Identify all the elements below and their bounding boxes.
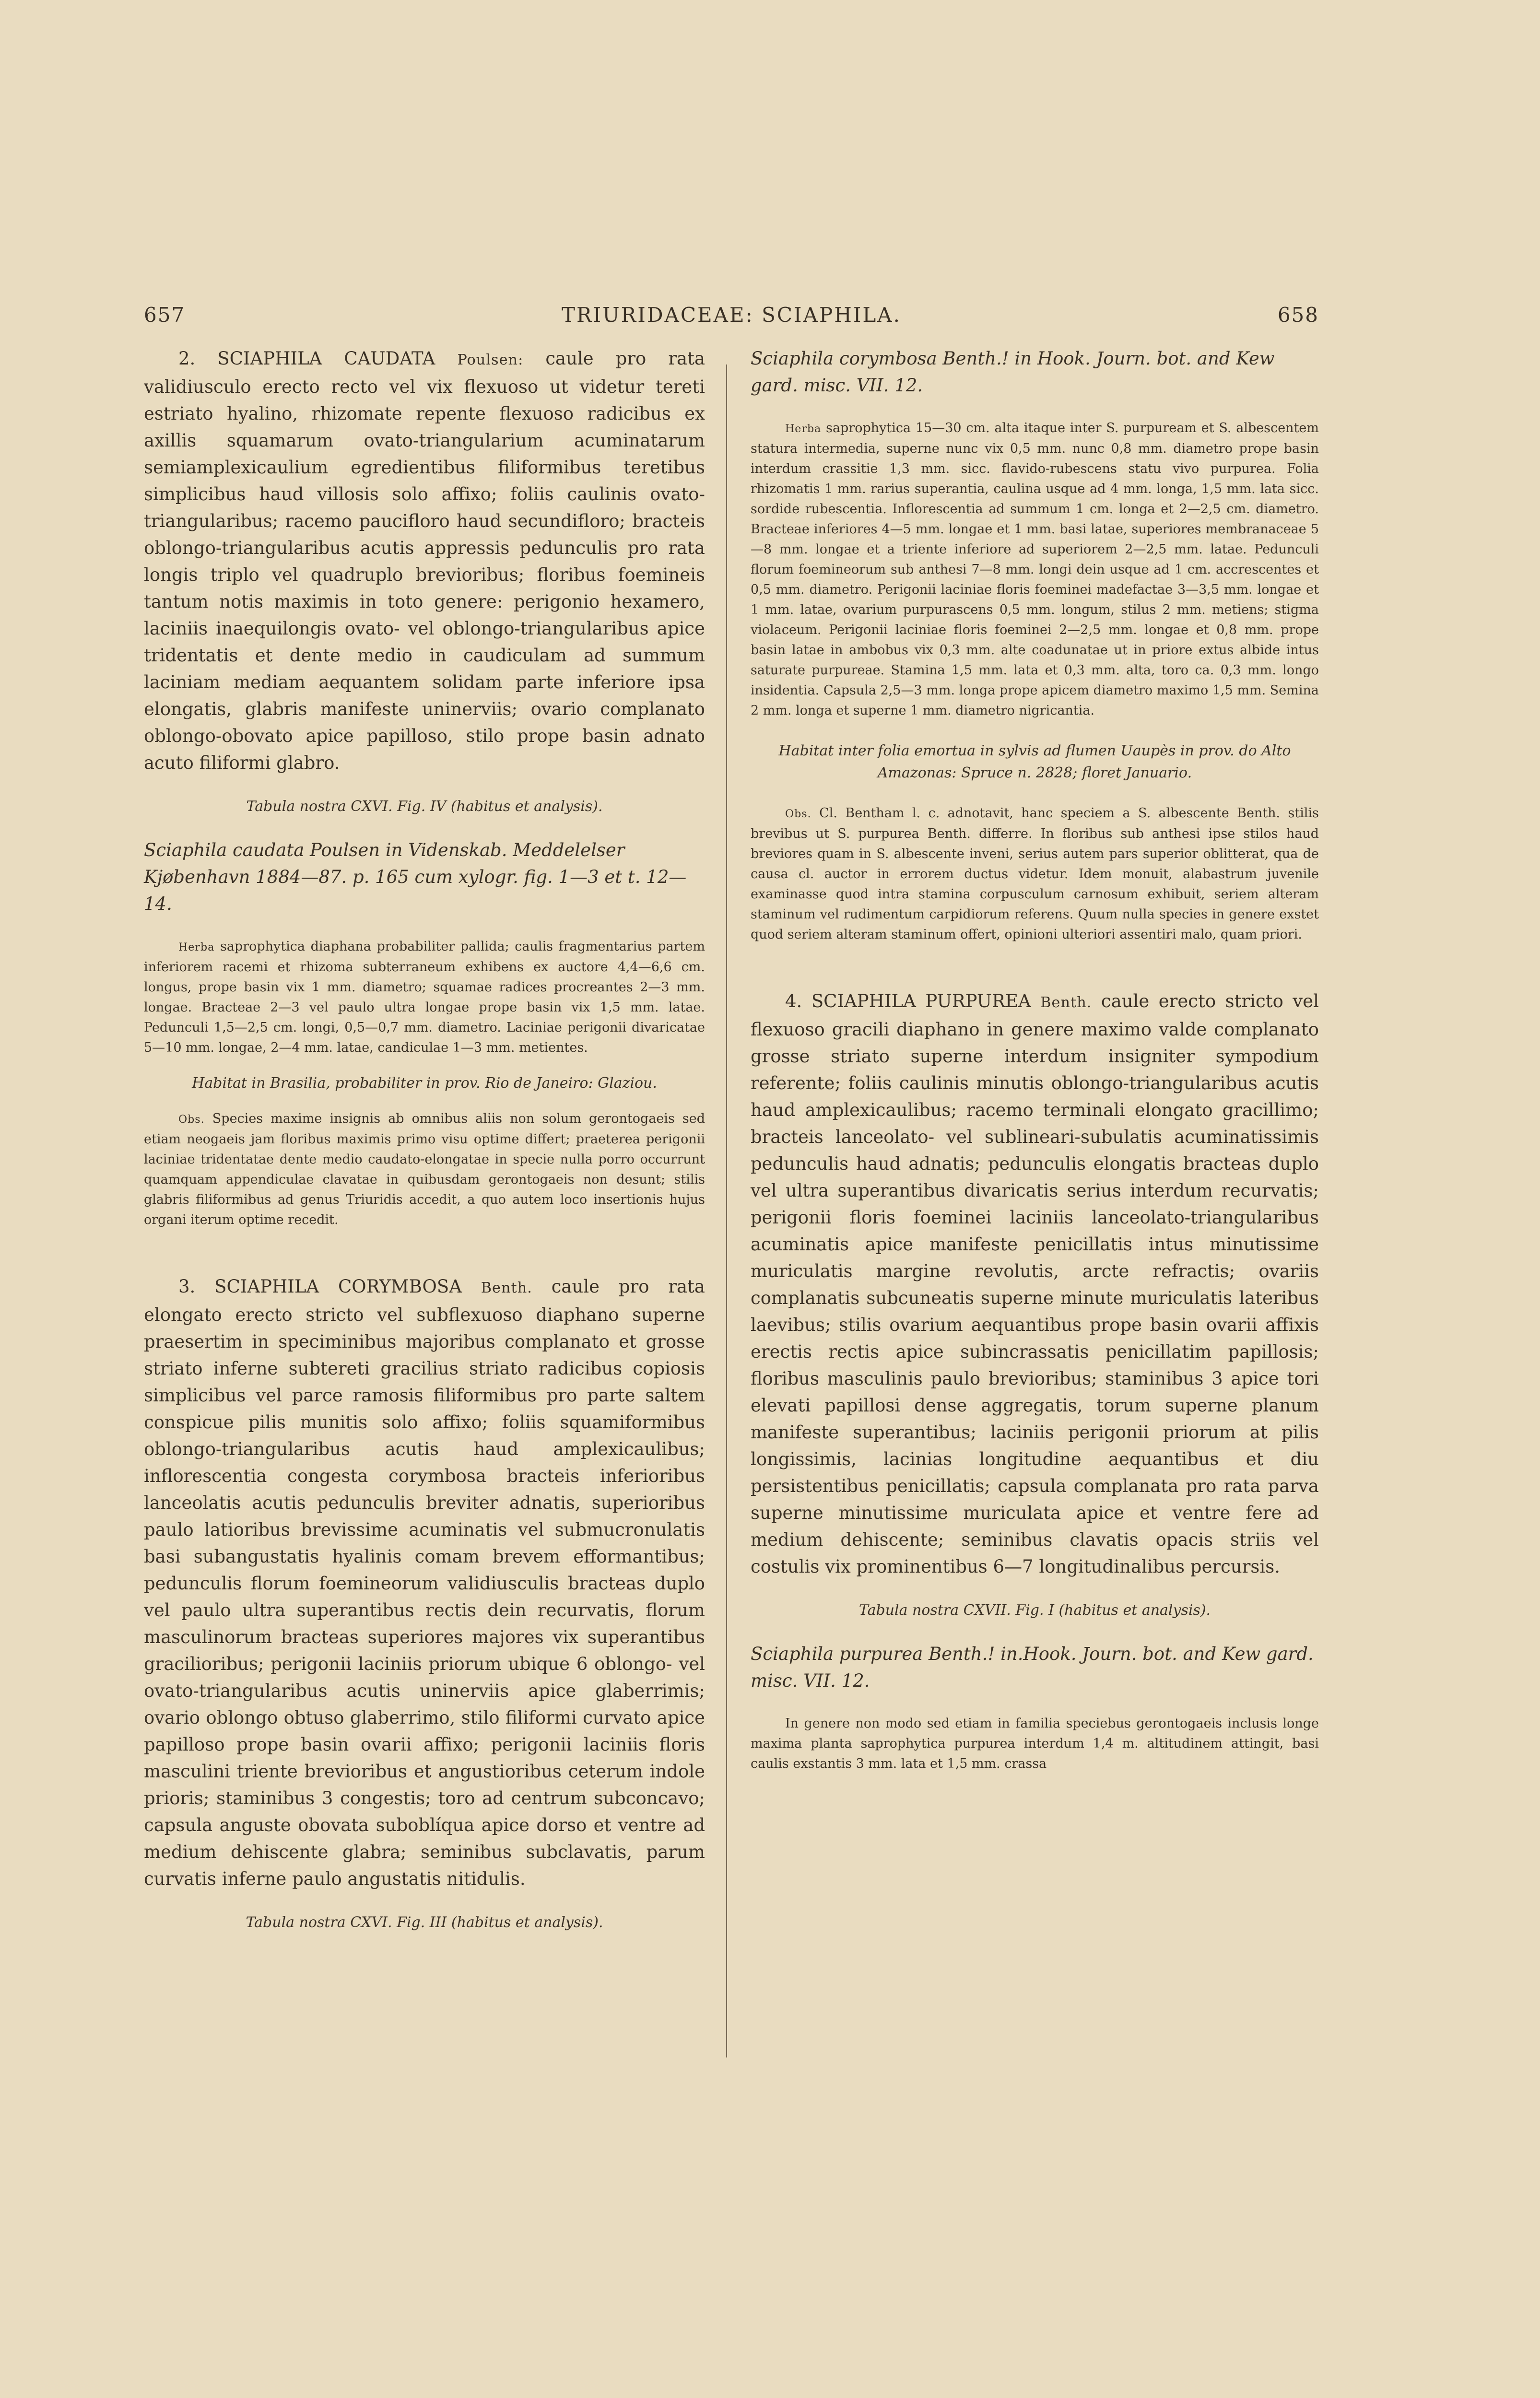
species-2-herba-text: saprophytica diaphana probabiliter pallida; caulis fragmentarius partem inferiorem racemi et rhizoma subterraneum exhibens ex auctore 4,4—6,6 cm. longus, prope basin vix 1 mm. diametro; squamae radices procreantes 2—3 mm. longae. Bracteae 2—3 vel paulo ultra longae prope basin vix 1,5 mm. latae. Pedunculi 1,5—2,5 cm. longi, 0,5—0,7 mm. diametro. Laciniae perigonii divaricatae 5—10 mm. longae, 2—4 mm. latae, candiculae 1—3 mm. metientes. <box>144 939 705 1055</box>
species-4-plate-reference: Tabula nostra CXVII. Fig. I (habitus et analysis). <box>858 1602 1211 1619</box>
species-3-description <box>144 1273 705 1893</box>
page-number-left: 657 <box>144 303 186 327</box>
species-3-obs-text: Cl. Bentham l. c. adnotavit, hanc speciem a S. albescente Benth. stilis brevibus ut S. purpurea Benth. differre. In floribus sub anthesi ipse stilos haud breviores quam in S. albescente inveni, serius autem pars superior oblitterat, qua de causa cl. auctor in errorem ductus videtur. Idem monuit, alabastrum juvenile examinasse quod intra stamina corpusculum carnosum exhibuit, seriem alteram staminum vel rudimentum carpidiorum referens. Quum nulla species in genere exstet quod seriem alteram staminum offert, opinioni ulteriori assentiri malo, quam priori. <box>751 806 1319 942</box>
species-2-text: caule pro rata validiusculo erecto recto vel vix flexuoso ut videtur tereti estriato hyalino, rhizomate repente flexuoso radicibus ex axillis squamarum ovato-triangularium acuminatarum semiamplexicaulium egredientibus filiformibus teretibus simplicibus haud villosis solo affixo; foliis caulinis ovato-triangularibus; racemo paucifloro haud secundifloro; bracteis oblongo-triangularibus acutis appressis pedunculis pro rata longis triplo vel quadruplo brevioribus; floribus foemineis tantum notis maximis in toto genere: perigonio hexamero, laciniis inaequilongis ovato- vel oblongo-triangularibus apice tridentatis et dente medio in caudiculam ad summum laciniam mediam aequantem solidam parte inferiore ipsa elongatis, glabris manifeste uninerviis; ovario complanato oblongo-obovato apice papilloso, stilo prope basin adnato acuto filiformi glabro. <box>144 348 705 773</box>
right-column <box>751 345 1319 1774</box>
species-3-herba-paragraph <box>751 418 1319 721</box>
species-2-obs-lead: Obs. <box>178 1113 205 1126</box>
species-4-citation: Sciaphila purpurea Benth.! in.Hook. Journ. bot. and Kew gard. misc. VII. 12. <box>751 1644 1314 1691</box>
species-3-author: Benth. <box>481 1280 532 1296</box>
species-3-herba-text: saprophytica 15—30 cm. alta itaque inter S. purpuream et S. albescentem statura intermedia, superne nunc vix 0,5 mm. nunc 0,8 mm. diametro prope basin interdum crassitie 1,3 mm. sicc. flavido-rubescens statu vivo purpurea. Folia rhizomatis 1 mm. rarius superantia, caulina usque ad 4 mm. longa, 1,5 mm. lata sicc. sordide rubescentia. Inflorescentia ad summum 1 cm. longa et 2—2,5 cm. diametro. Bracteae inferiores 4—5 mm. longae et 1 mm. basi latae, superiores membranaceae 5—8 mm. longae et a triente inferiore ad superiorem 2—2,5 mm. latae. Pedunculi florum foemineorum sub anthesi 7—8 mm. longi dein usque ad 1 cm. accrescentes et 0,5 mm. diametro. Perigonii laciniae floris foeminei madefactae 3—3,5 mm. longae et 1 mm. latae, ovarium purpurascens 0,5 mm. longum, stilus 2 mm. metiens; stigma violaceum. Perigonii laciniae floris foeminei 2—2,5 mm. longae et 0,8 mm. prope basin latae in ambobus vix 0,3 mm. alte coadunatae ut in priore extus albide intus saturate purpureae. Stamina 1,5 mm. lata et 0,3 mm. alta, toro ca. 0,3 mm. longo insidentia. Capsula 2,5—3 mm. longa prope apicem diametro maximo 1,5 mm. Semina 2 mm. longa et superne 1 mm. diametro nigricantia. <box>751 421 1319 718</box>
species-3-citation: Sciaphila corymbosa Benth.! in Hook. Journ. bot. and Kew gard. misc. VII. 12. <box>751 348 1275 396</box>
page-number-right: 658 <box>1277 303 1319 327</box>
left-column <box>144 345 705 1934</box>
species-2-observation <box>144 1109 705 1230</box>
species-2-author: Poulsen: <box>457 352 524 368</box>
species-2-citation: Sciaphila caudata Poulsen in Videnskab. Meddelelser Kjøbenhavn 1884—87. p. 165 cum xylogr. fig. 1—3 et t. 12—14. <box>144 840 687 914</box>
running-title: TRIURIDACEAE: SCIAPHILA. <box>561 303 901 327</box>
species-2-heading: 2. SCIAPHILA CAUDATA <box>178 348 435 369</box>
species-2-plate-reference: Tabula nostra CXVI. Fig. IV (habitus et analysis). <box>246 798 603 815</box>
species-4-note: In genere non modo sed etiam in familia speciebus gerontogaeis inclusis longe maxima planta saprophytica purpurea interdum 1,4 m. altitudinem attingit, basi caulis exstantis 3 mm. lata et 1,5 mm. crassa <box>751 1716 1319 1771</box>
species-3-heading: 3. SCIAPHILA CORYMBOSA <box>178 1276 462 1297</box>
species-4-heading: 4. SCIAPHILA PURPUREA <box>785 991 1031 1011</box>
species-4-text: caule erecto stricto vel flexuoso gracili diaphano in genere maximo valde complanato grosse striato superne interdum insigniter sympodium referente; foliis caulinis minutis oblongo-triangularibus acutis haud amplexicaulibus; racemo terminali elongato gracillimo; bracteis lanceolato- vel sublineari-subulatis acuminatissimis pedunculis haud adnatis; pedunculis elongatis bracteas duplo vel ultra superantibus divaricatis serius interdum recurvatis; perigonii floris foeminei laciniis lanceolato-triangularibus acuminatis apice manifeste penicillatis intus minutissime muriculatis margine revolutis, arcte refractis; ovariis complanatis subcuneatis superne minute muriculatis lateribus laevibus; stilis ovarium aequantibus prope basin ovarii affixis erectis rectis apice subincrassatis penicillatim papillosis; floribus masculinis paulo brevioribus; staminibus 3 apice tori elevati papillosi dense aggregatis, torum superne planum manifeste superantibus; laciniis perigonii priorum at pilis longissimis, lacinias longitudine aequantibus et diu persistentibus penicillatis; capsula complanata pro rata parva superne minutissime muriculata apice et ventre fere ad medium dehiscente; seminibus clavatis opacis striis vel costulis vix prominentibus 6—7 longitudinalibus percursis. <box>751 991 1319 1577</box>
species-3-text: caule pro rata elongato erecto stricto vel subflexuoso diaphano superne praesertim in speciminibus majoribus complanato et grosse striato inferne subtereti gracilius striato radicibus copiosis simplicibus vel parce ramosis filiformibus pro parte saltem conspicue pilis munitis solo affixo; foliis squamiformibus oblongo-triangularibus acutis haud amplexicaulibus; inflorescentia congesta corymbosa bracteis inferioribus lanceolatis acutis pedunculis breviter adnatis, superioribus paulo latioribus brevissime acuminatis vel submucronulatis basi subangustatis hyalinis comam brevem efformantibus; pedunculis florum foemineorum validiusculis bracteas duplo vel paulo ultra superantibus rectis dein recurvatis, florum masculinorum bracteas superiores majores vix superantibus gracilioribus; perigonii laciniis priorum ubique 6 oblongo- vel ovato-triangularibus acutis uninerviis apice glaberrimis; ovario oblongo obtuso glaberrimo, stilo filiformi curvato apice papilloso prope basin ovarii affixo; perigonii laciniis floris masculini triente brevioribus et angustioribus ceterum indole prioris; staminibus 3 congestis; toro ad centrum subconcavo; capsula anguste obovata suboblíqua apice dorso et ventre ad medium dehiscente glabra; seminibus subclavatis, parum curvatis inferne paulo angustatis nitidulis. <box>144 1276 705 1889</box>
species-3-herba-lead: Herba <box>785 423 822 435</box>
species-4-author: Benth. <box>1040 994 1092 1011</box>
species-3-obs-lead: Obs. <box>785 808 811 820</box>
species-2-herba-lead: Herba <box>178 941 215 953</box>
species-2-obs-text: Species maxime insignis ab omnibus aliis non solum gerontogaeis sed etiam neogaeis jam floribus maximis primo visu optime differt; praeterea perigonii laciniae tridentatae dente medio caudato-elongatae in specie nulla porro occurrunt quamquam appendiculae clavatae in quibusdam gerontogaeis non desunt; stilis glabris filiformibus ad genus Triuridis accedit, a quo autem loco insertionis hujus organi iterum optime recedit. <box>144 1111 705 1227</box>
species-3-plate-reference: Tabula nostra CXVI. Fig. III (habitus et analysis). <box>246 1914 603 1931</box>
species-3-habitat: Habitat inter folia emortua in sylvis ad flumen Uaupès in prov. do Alto Amazonas: Spruce n. 2828; floret Januario. <box>778 742 1291 781</box>
page-header <box>144 303 1319 332</box>
species-2-description <box>144 345 705 776</box>
column-divider <box>726 364 727 2057</box>
species-4-description <box>751 988 1319 1580</box>
species-2-habitat: Habitat in Brasilia, probabiliter in prov. Rio de Janeiro: Glaziou. <box>192 1075 657 1092</box>
species-2-herba-paragraph <box>144 937 705 1058</box>
species-3-observation <box>751 803 1319 945</box>
